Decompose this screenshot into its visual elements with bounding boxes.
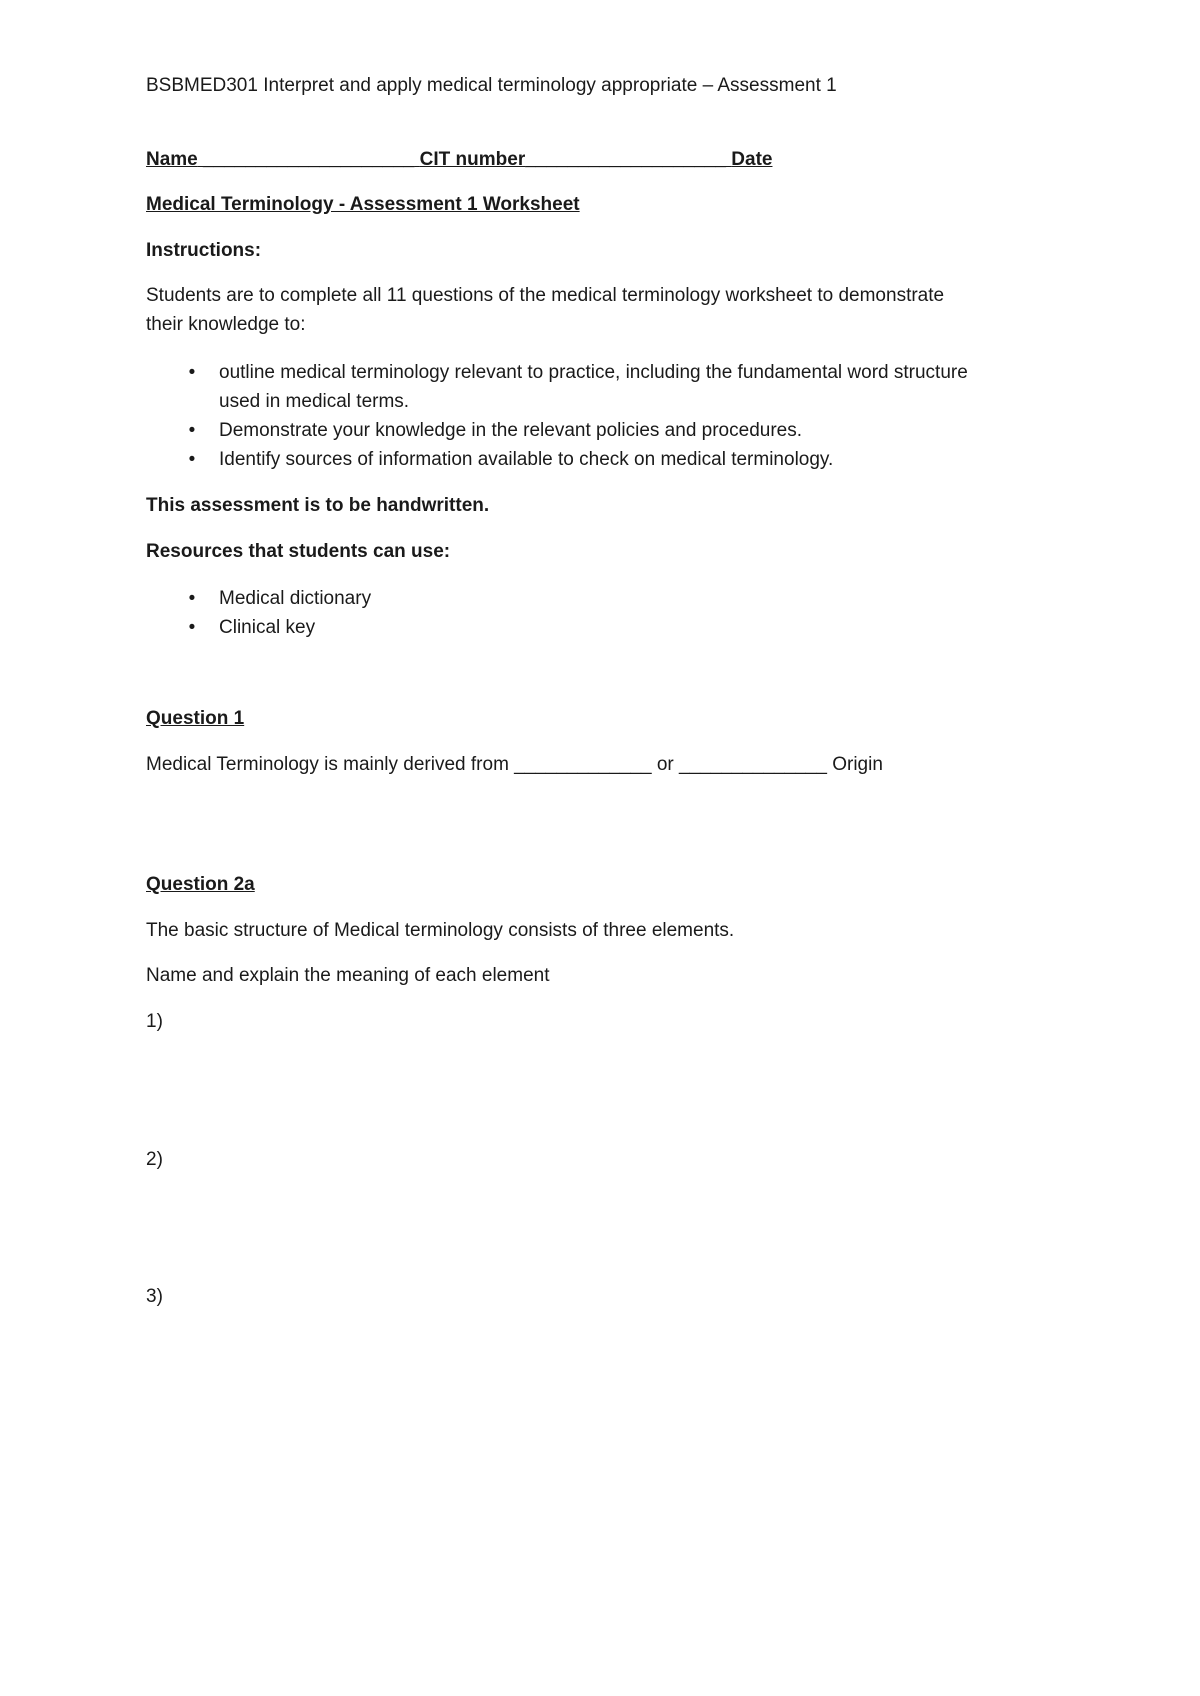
bullet-icon: • [188,449,196,470]
bullet-icon: • [188,362,196,383]
question2a-heading: Question 2a [146,874,255,895]
resource-bullet [146,584,1066,613]
answer-label-2: 2) [146,1149,163,1170]
instructions-heading: Instructions: [146,240,262,261]
bullet-icon: • [188,420,196,441]
question2a-text-line1: The basic structure of Medical terminology consists of three elements. [146,920,735,941]
bullet-text-line1: outline medical terminology relevant to practice, including the fundamental word structure [219,362,968,383]
cit-blank: ___________________ [525,149,726,170]
question1-heading: Question 1 [146,708,245,729]
resource-text: Clinical key [219,617,316,638]
course-header: BSBMED301 Interpret and apply medical terminology appropriate – Assessment 1 [146,75,837,96]
name-blank: ____________________ [203,149,415,170]
bullet-text-line2: used in medical terms. [219,391,410,412]
worksheet-title: Medical Terminology - Assessment 1 Worksheet [146,194,580,215]
resource-text: Medical dictionary [219,588,372,609]
instruction-bullet [146,416,1066,445]
bullet-icon: • [188,588,196,609]
name-label: Name [146,149,198,170]
instruction-bullet [146,358,1066,416]
bullet-text-line1: Identify sources of information available to check on medical terminology. [219,449,834,470]
answer-label-3: 3) [146,1286,163,1307]
cit-label: CIT number [419,149,526,170]
resource-bullet [146,613,1066,642]
resources-heading: Resources that students can use: [146,541,451,562]
answer-label-1: 1) [146,1011,163,1032]
instructions-paragraph-line1: Students are to complete all 11 questions of the medical terminology worksheet to demonstrate [146,285,945,306]
student-details-line [146,148,772,172]
question2a-text-line2: Name and explain the meaning of each element [146,965,550,986]
bullet-icon: • [188,617,196,638]
bullet-text-line1: Demonstrate your knowledge in the relevant policies and procedures. [219,420,802,441]
question1-text: Medical Terminology is mainly derived from _____________ or ______________ Origin [146,754,883,775]
instructions-paragraph-line2: their knowledge to: [146,314,306,335]
date-label: Date [731,149,773,170]
instruction-bullet [146,445,1066,474]
handwritten-note: This assessment is to be handwritten. [146,495,490,516]
